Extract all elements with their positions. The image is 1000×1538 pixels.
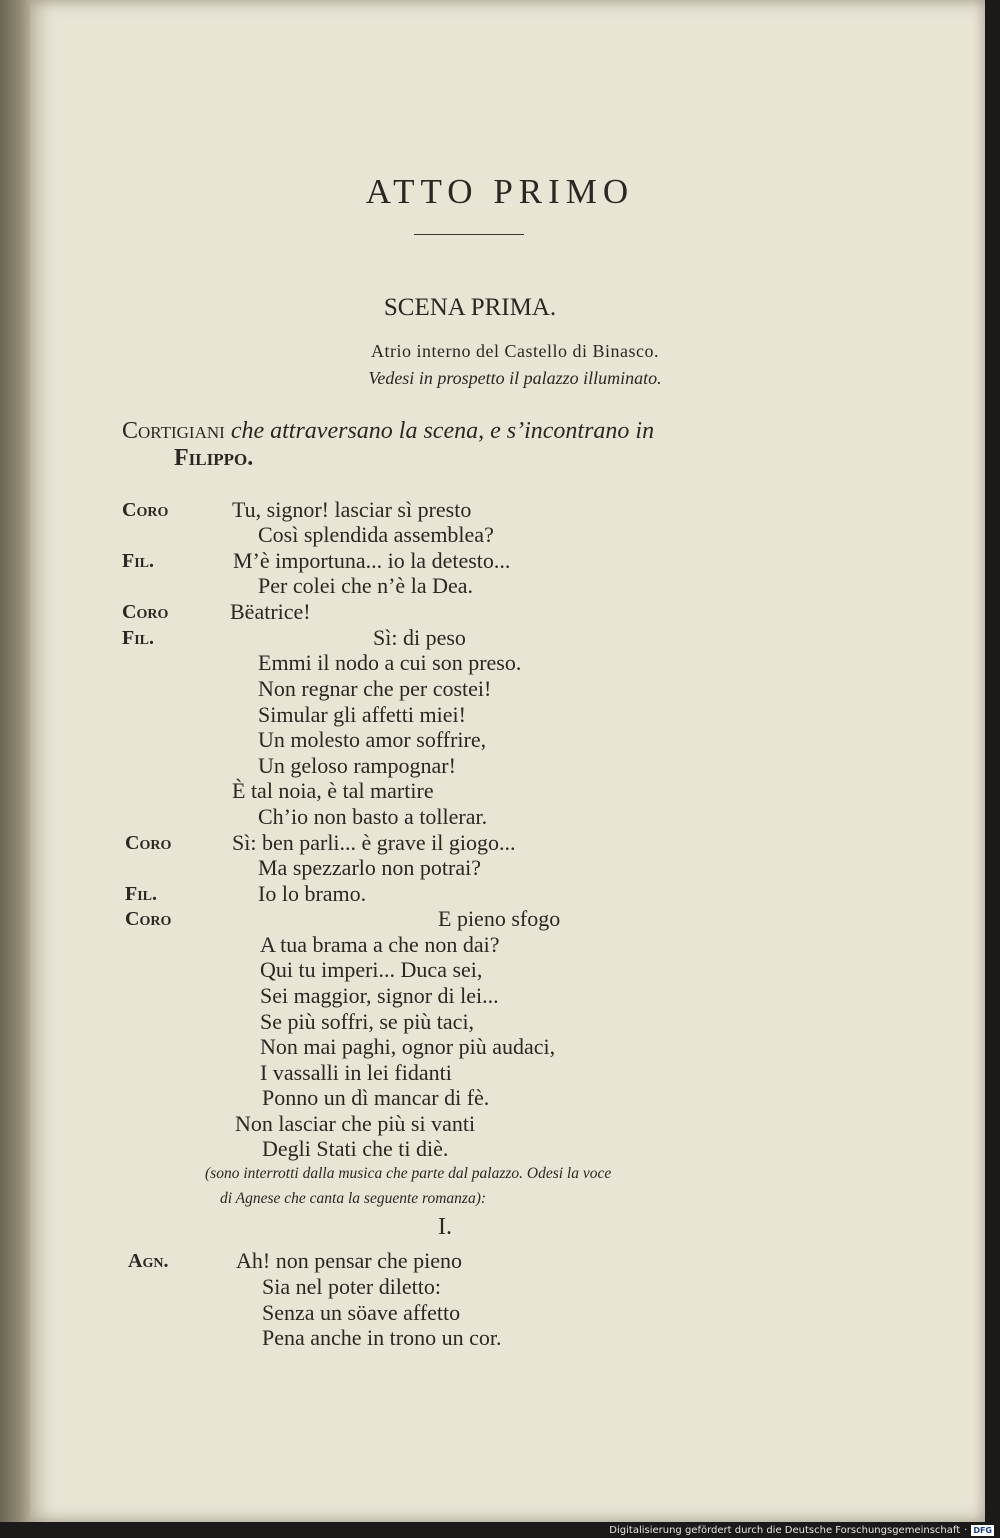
verse-line: Degli Stati che ti diè. bbox=[262, 1136, 449, 1161]
verse-line: Per colei che n’è la Dea. bbox=[258, 573, 473, 598]
verse-line: Io lo bramo. bbox=[258, 881, 367, 906]
romanza-number: I. bbox=[438, 1214, 452, 1240]
scene-heading: SCENA PRIMA. bbox=[383, 294, 557, 321]
verse-line: Non regnar che per costei! bbox=[258, 676, 492, 701]
stage-direction-line-2: di Agnese che canta la seguente romanza): bbox=[220, 1190, 487, 1207]
dfg-logo-icon: DFG bbox=[973, 1525, 992, 1535]
verse-line: Se più soffri, se più taci, bbox=[260, 1009, 475, 1034]
title-divider bbox=[414, 234, 524, 235]
verse-line: E pieno sfogo bbox=[438, 906, 561, 931]
setting-line-2: Vedesi in prospetto il palazzo illuminato. bbox=[368, 368, 662, 388]
footer-text: Digitalisierung gefördert durch die Deutsche Forschungsgemeinschaft bbox=[609, 1524, 961, 1536]
romanza-line: Ah! non pensar che pieno bbox=[236, 1248, 463, 1273]
verse-line: Simular gli affetti miei! bbox=[258, 702, 466, 727]
verse-line: Sì: di peso bbox=[373, 625, 466, 650]
speaker-fil: Fil. bbox=[122, 627, 155, 649]
verse-line: Non lasciar che più si vanti bbox=[235, 1111, 476, 1136]
verse-line: Ch’io non basto a tollerar. bbox=[258, 804, 488, 829]
verse-line: Non mai paghi, ognor più audaci, bbox=[260, 1034, 556, 1059]
scene-intro bbox=[122, 418, 842, 472]
romanza-line: Sia nel poter diletto: bbox=[262, 1274, 442, 1299]
verse-line: Bëatrice! bbox=[230, 599, 311, 624]
speaker-fil: Fil. bbox=[122, 550, 155, 572]
verse-line: Un geloso rampognar! bbox=[258, 753, 456, 778]
romanza-line: Senza un söave affetto bbox=[262, 1300, 461, 1325]
speaker-coro: Coro bbox=[122, 499, 169, 521]
speaker-coro: Coro bbox=[125, 908, 172, 930]
verse-line: Sei maggior, signor di lei... bbox=[260, 983, 499, 1008]
verse-line: Un molesto amor soffrire, bbox=[258, 727, 487, 752]
footer-credit bbox=[609, 1523, 994, 1537]
verse-line: Ponno un dì mancar di fè. bbox=[262, 1085, 490, 1110]
footer-separator: · bbox=[964, 1524, 968, 1536]
speaker-coro: Coro bbox=[125, 832, 172, 854]
setting-line-1: Atrio interno del Castello di Binasco. bbox=[371, 341, 659, 361]
stage-direction-line-1: (sono interrotti dalla musica che parte dal palazzo. Odesi la voce bbox=[205, 1165, 612, 1182]
verse-line: Tu, signor! lasciar sì presto bbox=[232, 497, 472, 522]
speaker-fil: Fil. bbox=[125, 883, 158, 905]
verse-line: A tua brama a che non dai? bbox=[260, 932, 500, 957]
intro-speaker: Cortigiani bbox=[122, 418, 225, 444]
speaker-agn: Agn. bbox=[128, 1250, 169, 1272]
verse-line: Sì: ben parli... è grave il giogo... bbox=[232, 830, 516, 855]
intro-direction: che attraversano la scena, e s’incontrano in bbox=[230, 418, 655, 444]
romanza-line: Pena anche in trono un cor. bbox=[262, 1325, 502, 1350]
verse-line: I vassalli in lei fidanti bbox=[260, 1060, 452, 1085]
speaker-coro: Coro bbox=[122, 601, 169, 623]
intro-speaker-2: Filippo. bbox=[174, 445, 254, 471]
verse-line: Così splendida assemblea? bbox=[258, 522, 494, 547]
verse-line: Emmi il nodo a cui son preso. bbox=[258, 650, 522, 675]
verse-line: È tal noia, è tal martire bbox=[232, 778, 434, 803]
verse-line: Ma spezzarlo non potrai? bbox=[258, 855, 481, 880]
book-gutter bbox=[0, 0, 30, 1522]
verse-line: M’è importuna... io la detesto... bbox=[233, 548, 511, 573]
book-page bbox=[30, 0, 985, 1522]
act-title: ATTO PRIMO bbox=[365, 172, 635, 211]
verse-line: Qui tu imperi... Duca sei, bbox=[260, 957, 483, 982]
